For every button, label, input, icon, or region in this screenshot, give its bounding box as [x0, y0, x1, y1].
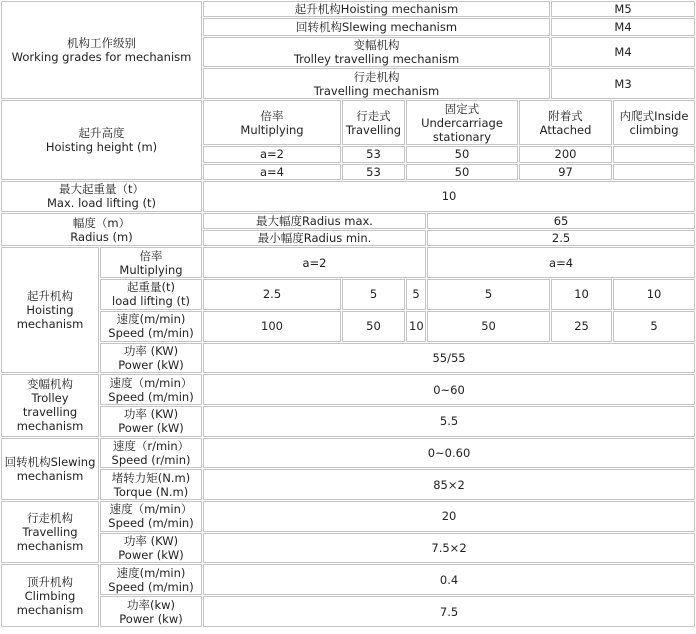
mech-label-en: Hoisting	[26, 303, 74, 318]
radius-min-label: 最小幅度Radius min.	[203, 230, 426, 246]
height-rate: a=4	[203, 164, 341, 180]
mech-label-cn: 回转机构Slewing	[4, 454, 96, 469]
mech-label-en: travelling	[22, 405, 78, 420]
slewing-torque-label	[100, 469, 202, 500]
trolley-speed-label	[100, 374, 202, 405]
param-cn: 功率 (KW)	[123, 534, 179, 549]
header-en: Attached	[539, 122, 592, 137]
height-travelling: 53	[342, 164, 405, 180]
climbing-power-value: 7.5	[203, 596, 695, 627]
header-cn: 固定式	[444, 101, 480, 116]
hoisting-height-label-cn: 起升高度	[78, 126, 125, 141]
hoist-load-value: 2.5	[203, 279, 341, 310]
hoist-speed-value: 10	[406, 311, 426, 342]
slewing-speed-value: 0~0.60	[203, 438, 695, 469]
working-grades-label-en: Working grades for mechanism	[11, 50, 192, 65]
mech-label-en: mechanism	[16, 539, 84, 554]
param-en: Power (kW)	[118, 548, 184, 563]
col-header-inside	[613, 100, 695, 145]
height-attached: 200	[519, 146, 612, 162]
param-cn: 速度（m/min）	[109, 375, 193, 390]
mech-label-cn: 变幅机构	[27, 377, 73, 392]
header-en: climbing	[629, 122, 679, 137]
hoist-speed-label	[100, 311, 202, 342]
radius-label-cn: 幅度（m）	[72, 215, 131, 230]
param-cn: 功率 (KW)	[123, 343, 179, 358]
height-inside	[613, 164, 695, 180]
param-en: Speed (m/min)	[108, 516, 194, 531]
col-header-travelling	[342, 100, 405, 145]
hoist-power-value: 55/55	[203, 343, 695, 374]
grade-value-travelling: M3	[551, 68, 695, 99]
hoist-speed-value: 5	[613, 311, 695, 342]
hoist-load-value: 10	[551, 279, 612, 310]
header-en: Travelling	[345, 122, 402, 137]
header-en: Undercarriage	[421, 115, 503, 130]
grade-value-trolley: M4	[551, 37, 695, 68]
header-cn: 行走式	[356, 108, 391, 123]
hoist-load-label	[100, 279, 202, 310]
slewing-torque-value: 85×2	[203, 469, 695, 500]
mech-label-cn: 行走机构	[27, 511, 73, 526]
header-cn: 内爬式Inside	[619, 108, 689, 123]
param-cn: 速度(m/min)	[116, 565, 186, 580]
mech-label-en: Travelling	[22, 525, 78, 540]
grade-name-cn: 行走机构	[353, 69, 400, 84]
radius-label	[1, 213, 202, 247]
param-en: Torque (N.m)	[113, 484, 189, 499]
height-rate: a=2	[203, 146, 341, 162]
param-cn: 速度（r/min）	[112, 438, 190, 453]
trolley-speed-value: 0~60	[203, 374, 695, 405]
mech-label-en: Trolley	[31, 391, 69, 406]
grade-name-cn: 变幅机构	[353, 38, 400, 53]
max-load-label	[1, 181, 202, 212]
travel-power-value: 7.5×2	[203, 533, 695, 564]
grade-name-hoisting	[203, 1, 550, 17]
working-grades-label-cn: 机构工作级别	[67, 36, 136, 51]
mech-label-en: Climbing	[24, 588, 76, 603]
param-cn: 起重量(t)	[127, 280, 175, 295]
hoisting-height-label	[1, 100, 202, 180]
hoist-load-value: 5	[427, 279, 550, 310]
header-en: stationary	[432, 129, 492, 144]
param-cn: 速度(m/min)	[116, 312, 186, 327]
param-cn: 堵转力矩(N.m)	[111, 470, 191, 485]
climbing-mech-label	[1, 564, 99, 627]
col-header-attached	[519, 100, 612, 145]
param-cn: 功率 (KW)	[123, 407, 179, 422]
max-load-value: 10	[203, 181, 695, 212]
hoisting-mech-label	[1, 247, 99, 373]
grade-name-en: Trolley travelling mechanism	[293, 52, 460, 67]
trolley-power-value: 5.5	[203, 406, 695, 437]
slewing-mech-label	[1, 438, 99, 500]
climbing-power-label	[100, 596, 202, 627]
param-cn: 倍率	[139, 248, 163, 263]
travel-mech-label	[1, 501, 99, 563]
hoist-load-value: 5	[342, 279, 405, 310]
radius-max-value: 65	[427, 213, 695, 229]
climbing-speed-value: 0.4	[203, 564, 695, 595]
param-en: Multiplying	[119, 262, 183, 277]
param-en: load lifting (t)	[112, 294, 190, 309]
grade-name-travelling	[203, 68, 550, 99]
grade-name-en: Travelling mechanism	[313, 83, 440, 98]
param-en: Speed (r/min)	[111, 452, 191, 467]
travel-speed-value: 20	[203, 501, 695, 532]
travel-speed-label	[100, 501, 202, 532]
grade-name-slewing	[203, 18, 550, 35]
hoist-speed-value: 50	[342, 311, 405, 342]
grade-value-slewing: M4	[551, 18, 695, 35]
param-en: Speed (m/min)	[108, 326, 194, 341]
hoist-load-value: 10	[613, 279, 695, 310]
mech-label-en: mechanism	[16, 317, 84, 332]
grade-value-hoisting: M5	[551, 1, 695, 17]
mech-label-en: mechanism	[16, 419, 84, 434]
col-header-multiplying	[203, 100, 341, 145]
mech-label-en: mechanism	[16, 602, 84, 617]
hoist-speed-value: 100	[203, 311, 341, 342]
hoist-rate-a2: a=2	[203, 247, 426, 278]
param-en: Power (kw)	[119, 611, 183, 626]
height-attached: 97	[519, 164, 612, 180]
hoist-speed-value: 25	[551, 311, 612, 342]
radius-min-value: 2.5	[427, 230, 695, 246]
mech-label-cn: 起升机构	[27, 289, 73, 304]
param-en: Power (kW)	[118, 421, 184, 436]
header-cn: 倍率	[260, 108, 284, 123]
hoist-speed-value: 50	[427, 311, 550, 342]
hoist-multiplying-label	[100, 247, 202, 278]
radius-label-en: Radius (m)	[70, 229, 133, 244]
param-en: Speed (m/min)	[108, 389, 194, 404]
slewing-speed-label	[100, 438, 202, 469]
trolley-mech-label	[1, 374, 99, 436]
grade-name-trolley	[203, 37, 550, 68]
height-stationary: 50	[406, 146, 518, 162]
grade-name-cn: 回转机构	[296, 20, 342, 35]
hoist-rate-a4: a=4	[427, 247, 695, 278]
radius-max-label: 最大幅度Radius max.	[203, 213, 426, 229]
trolley-power-label	[100, 406, 202, 437]
grade-name-cn: 起升机构	[294, 2, 341, 17]
param-en: Power (kW)	[118, 357, 184, 372]
hoist-load-value: 5	[406, 279, 426, 310]
max-load-label-cn: 最大起重量（t）	[58, 182, 144, 197]
max-load-label-en: Max. load lifting (t)	[47, 196, 156, 211]
climbing-speed-label	[100, 564, 202, 595]
height-travelling: 53	[342, 146, 405, 162]
height-stationary: 50	[406, 164, 518, 180]
param-cn: 速度（m/min）	[109, 502, 193, 517]
travel-power-label	[100, 533, 202, 564]
height-inside	[613, 146, 695, 162]
grade-name-en: Slewing mechanism	[342, 20, 458, 35]
col-header-stationary	[406, 100, 518, 145]
grade-name-en: Hoisting mechanism	[340, 2, 459, 17]
header-cn: 附着式	[548, 108, 583, 123]
param-cn: 功率(kw)	[126, 597, 176, 612]
working-grades-label	[1, 1, 202, 99]
param-en: Speed (m/min)	[108, 579, 194, 594]
hoisting-height-label-en: Hoisting height (m)	[45, 140, 158, 155]
mech-label-en: mechanism	[16, 468, 84, 483]
header-en: Multiplying	[240, 122, 304, 137]
mech-label-cn: 顶升机构	[27, 574, 73, 589]
hoist-power-label	[100, 343, 202, 374]
